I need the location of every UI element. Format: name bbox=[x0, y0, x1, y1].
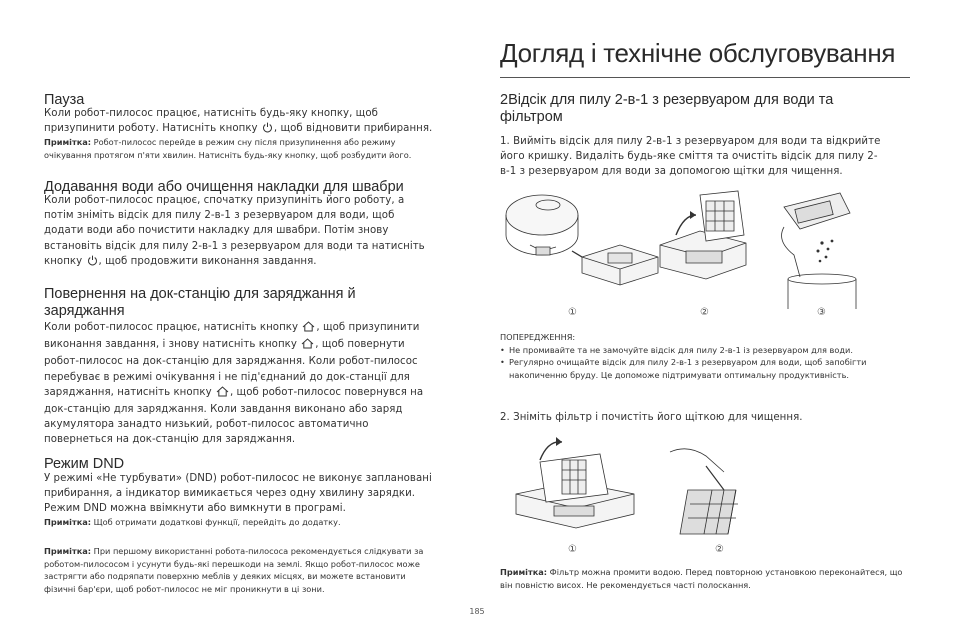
filter-note bbox=[500, 566, 912, 591]
dock-text-2: , щоб призупинити виконання завдання, і знову натисніть кнопку bbox=[44, 322, 420, 351]
home-icon bbox=[301, 338, 314, 354]
final-note-text: При першому використанні робота-пилососа рекомендується слідкувати за роботом-пилососом і усунути будь-які перешкоди на землі. Якщо робот-пилосос може застрягти або подряпати поверхню меблів у деяких місцях, ви можете встановити фізичні бар'єри, щоб робот-пилосос не міг проникнути в ці зони. bbox=[44, 546, 424, 594]
dnd-note-text: Щоб отримати додаткові функції, перейдіть до додатку. bbox=[93, 517, 341, 527]
filter-note-label: Примітка: bbox=[500, 567, 548, 577]
pause-note-text: Робот-пилосос перейде в режим сну після призупинення або режиму очікування протягом п'яти хвилин. Натисніть будь-яку кнопку, щоб розбудити його. bbox=[44, 137, 412, 160]
dock-text-4: , щоб робот-пилосос повернувся на док-станцію для заряджання. Коли завдання виконано або заряд акумулятора занадто низький, робот-пилосос автоматично повернеться на док-станцію для заряджання. bbox=[44, 386, 424, 446]
home-icon bbox=[302, 321, 315, 337]
dock-text-3: , щоб повернути робот-пилосос на док-станцію для заряджання. Коли робот-пилосос перебуває в режимі очікування і не під'єднаний до док-станції для заряджання, натисніть кнопку bbox=[44, 339, 418, 398]
warning-item: • Не промивайте та не замочуйте відсік для пилу 2-в-1 із резервуаром для води. bbox=[500, 344, 892, 357]
figure-1-illustration bbox=[500, 185, 860, 315]
robot-vacuum-drawing bbox=[506, 195, 578, 255]
home-icon bbox=[216, 386, 229, 402]
power-icon bbox=[87, 255, 98, 271]
pause-text bbox=[44, 106, 436, 138]
filter-brushing-drawing bbox=[670, 449, 738, 534]
water-text-a: Коли робот-пилосос працює, спочатку призупиніть його роботу, а потім зніміть відсік для пилу 2-в-1 з резервуаром для води, щоб додати води або почистити накладку для швабри. Потім знову встановіть відсік для пилу 2-в-1 з резервуаром для води та натисніть кнопку bbox=[44, 195, 425, 267]
step-1-text: 1. Вийміть відсік для пилу 2-в-1 з резервуаром для води та відкрийте його кришку. Видаліть будь-яке сміття та очистіть відсік для пилу 2-в-1 з резервуаром для води за допомогою щітки для чищення. bbox=[500, 136, 881, 178]
water-text bbox=[44, 193, 436, 271]
title-divider bbox=[500, 77, 910, 78]
dock-text-1: Коли робот-пилосос працює, натисніть кнопку bbox=[44, 322, 299, 333]
dnd-note-label: Примітка: bbox=[44, 517, 92, 527]
dnd-text: У режимі «Не турбувати» (DND) робот-пилосос не виконує заплановані прибирання, а індикатор вимикається через одну хвилину зарядки. Режим DND можна ввімкнути або вимкнути в програмі. bbox=[44, 473, 432, 515]
pause-heading: Пауза bbox=[44, 92, 85, 108]
emptying-bin-drawing bbox=[782, 193, 856, 309]
dnd-heading: Режим DND bbox=[44, 456, 125, 472]
warning-heading: ПОПЕРЕДЖЕННЯ: bbox=[500, 332, 576, 342]
page-title: Догляд і технічне обслуговування bbox=[500, 38, 896, 68]
open-bin-drawing bbox=[660, 191, 746, 279]
final-note-label: Примітка: bbox=[44, 546, 92, 556]
warning-block bbox=[500, 331, 892, 381]
figure-2-label-1: ① bbox=[568, 544, 577, 555]
dock-heading: Повернення на док-станцію для заряджання й заряджання bbox=[44, 286, 356, 319]
page-number: 185 bbox=[469, 607, 485, 616]
water-text-b: , щоб продовжити виконання завдання. bbox=[98, 255, 317, 267]
pause-text-b: , щоб відновити прибирання. bbox=[273, 123, 433, 135]
final-note bbox=[44, 545, 436, 595]
water-heading: Додавання води або очищення накладки для швабри bbox=[44, 179, 404, 195]
figure-2-illustration bbox=[510, 432, 770, 544]
pause-note-label: Примітка: bbox=[44, 137, 92, 147]
section-heading: 2Відсік для пилу 2-в-1 з резервуаром для води та фільтром bbox=[500, 92, 834, 125]
pause-text-a: Коли робот-пилосос працює, натисніть будь-яку кнопку, щоб призупинити роботу. Натисніть кнопку bbox=[44, 108, 378, 135]
warning-list bbox=[500, 344, 892, 382]
bin-filter-removal-drawing bbox=[516, 437, 634, 528]
figure-1-label-1: ① bbox=[568, 307, 577, 318]
figure-2-label-2: ② bbox=[715, 544, 724, 555]
figure-1-label-2: ② bbox=[700, 307, 709, 318]
dust-bin-drawing bbox=[582, 245, 658, 285]
dock-text bbox=[44, 320, 436, 448]
filter-note-text: Фільтр можна промити водою. Перед повторною установкою переконайтеся, що він повністю висох. Не рекомендується часті полоскання. bbox=[500, 567, 903, 590]
pause-note bbox=[44, 136, 436, 161]
step-2-text: 2. Зніміть фільтр і почистіть його щіткою для чищення. bbox=[500, 412, 803, 423]
dnd-note bbox=[44, 516, 436, 529]
warning-item: • Регулярно очищайте відсік для пилу 2-в-1 з резервуаром для води, щоб запобігти накопиченню бруду. Це допоможе підтримувати оптимальну продуктивність. bbox=[500, 356, 892, 381]
figure-1-label-3: ③ bbox=[817, 307, 826, 318]
